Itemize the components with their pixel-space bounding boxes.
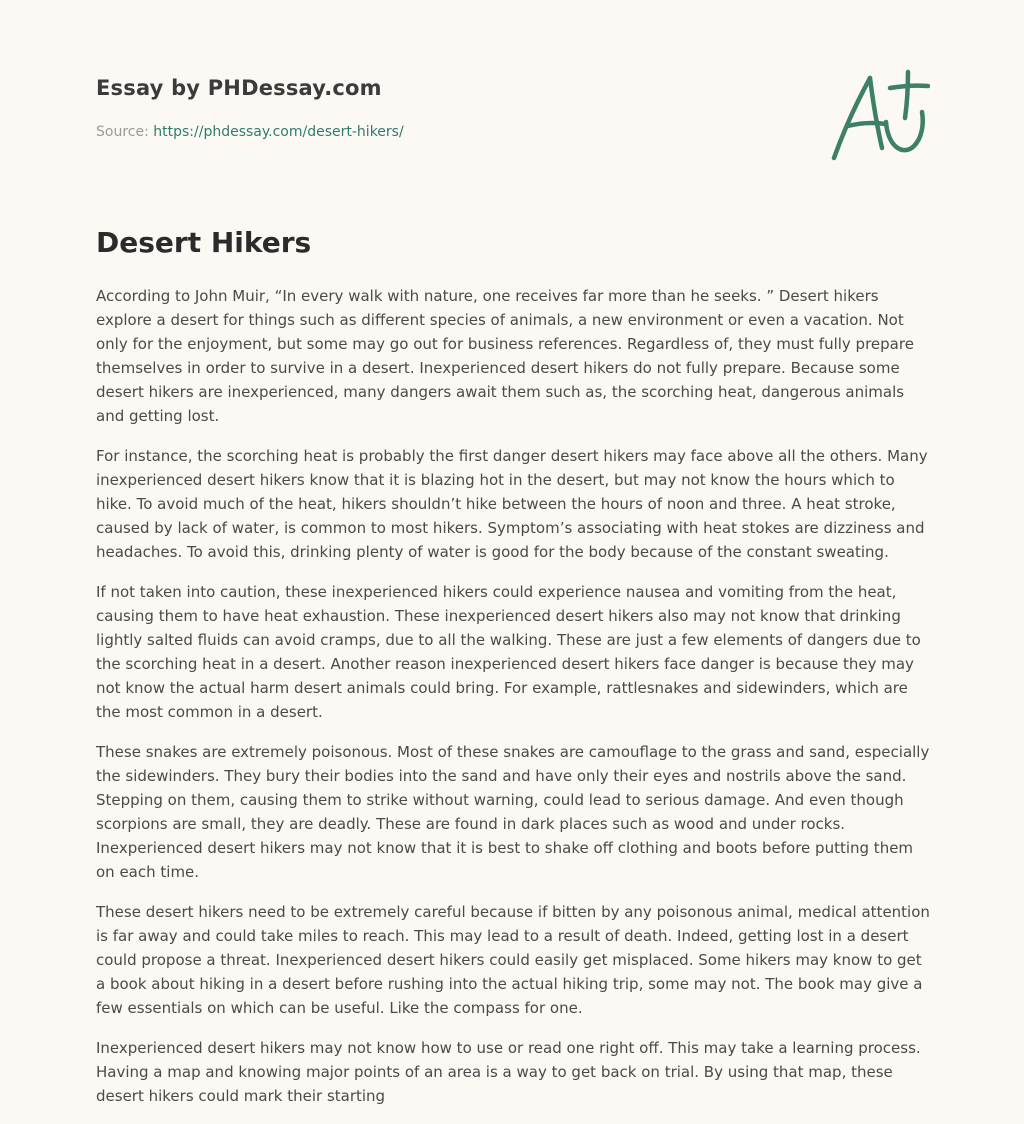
source-label: Source: xyxy=(96,124,154,140)
header xyxy=(96,0,928,190)
essay-paragraph: If not taken into caution, these inexperienced hikers could experience nausea and vomiting from the heat, causing them to have heat exhaustion. These inexperienced desert hikers also may not know that drinking lightly salted fluids can avoid cramps, due to all the walking. These are just a few elements of dangers due to the scorching heat in a desert. Another reason inexperienced desert hikers face danger is because they may not know the actual harm desert animals could bring. For example, rattlesnakes and sidewinders, which are the most common in a desert. xyxy=(96,583,921,721)
essay-paragraph: Inexperienced desert hikers may not know how to use or read one right off. This may take a learning process. Having a map and knowing major points of an area is a way to get back on trial. By using that map, these desert hikers could mark their starting xyxy=(96,1039,921,1105)
a-plus-grade-icon xyxy=(830,68,930,164)
essay-paragraph: These snakes are extremely poisonous. Most of these snakes are camouflage to the grass and sand, especially the sidewinders. They bury their bodies into the sand and have only their eyes and nostrils above the sand. Stepping on them, causing them to strike without warning, could lead to serious damage. And even though scorpions are small, they are deadly. These are found in dark places such as wood and under rocks. Inexperienced desert hikers may not know that it is best to shake off clothing and boots before putting them on each time. xyxy=(96,743,930,881)
a-left-stroke xyxy=(834,78,870,158)
site-brand: Essay by PHDessay.com xyxy=(96,76,382,100)
essay-title: Desert Hikers xyxy=(96,226,312,259)
source-line xyxy=(96,124,404,140)
plus-vertical-stroke xyxy=(905,72,908,118)
essay-paragraph: These desert hikers need to be extremely careful because if bitten by any poisonous animal, medical attention is far away and could take miles to reach. This may lead to a result of death. Indeed, getting lost in a desert could propose a threat. Inexperienced desert hikers could easily get misplaced. Some hikers may know to get a book about hiking in a desert before rushing into the actual hiking trip, some may not. The book may give a few essentials on which can be useful. Like the compass for one. xyxy=(96,903,930,1017)
essay-paragraph: For instance, the scorching heat is probably the first danger desert hikers may face above all the others. Many inexperienced desert hikers know that it is blazing hot in the desert, but may not know the hours which to hike. To avoid much of the heat, hikers shouldn’t hike between the hours of noon and three. A heat stroke, caused by lack of water, is common to most hikers. Symptom’s associating with heat stokes are dizziness and headaches. To avoid this, drinking plenty of water is good for the body because of the constant sweating. xyxy=(96,447,928,561)
essay-body xyxy=(96,284,930,1124)
a-crossbar-stroke xyxy=(848,123,886,126)
essay-paragraph: According to John Muir, “In every walk with nature, one receives far more than he seeks. ” Desert hikers explore a desert for things such as different species of animals, a new environment or even a vacation. Not only for the enjoyment, but some may go out for business references. Regardless of, they must fully prepare themselves in order to survive in a desert. Inexperienced desert hikers do not fully prepare. Because some desert hikers are inexperienced, many dangers await them such as, the scorching heat, dangerous animals and getting lost. xyxy=(96,287,914,425)
source-link[interactable]: https://phdessay.com/desert-hikers/ xyxy=(153,124,404,140)
plus-horizontal-stroke xyxy=(890,86,928,88)
a-right-stroke xyxy=(870,78,882,148)
